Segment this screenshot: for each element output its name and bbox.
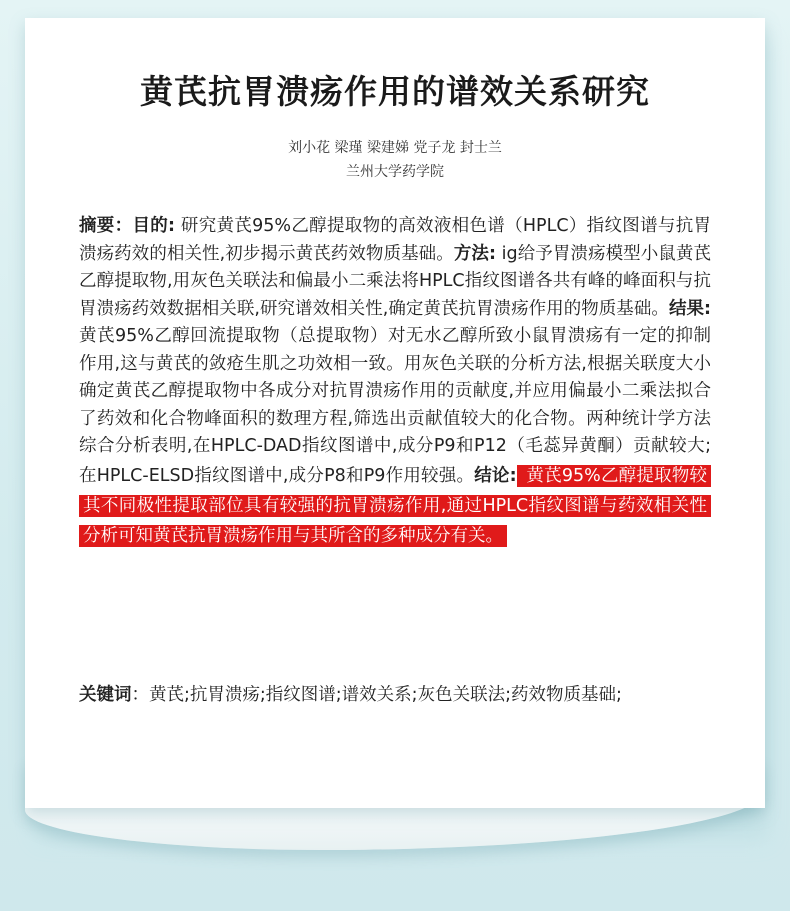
keywords-label: 关键词 [79,685,132,705]
keywords-text: 黄芪;抗胃溃疡;指纹图谱;谱效关系;灰色关联法;药效物质基础; [149,685,622,705]
keywords-line [79,682,711,710]
methods-text: ig给予胃溃疡模型小鼠黄芪乙醇提取物,用灰色关联法和偏最小二乘法将HPLC指纹图谱各共有峰的峰面积与抗胃溃疡药效数据相关联,研究谱效相关性,确定黄芪抗胃溃疡作用的物质基础。 [79,243,711,319]
abstract-label: 摘要： [79,216,133,236]
objective-text: 研究黄芪95%乙醇提取物的高效液相色谱（HPLC）指纹图谱与抗胃溃疡药效的相关性,初步揭示黄芪药效物质基础。 [79,216,712,264]
conclusion-highlight: 黄芪95%乙醇提取物较其不同极性提取部位具有较强的抗胃溃疡作用,通过HPLC指纹图谱与药效相关性分析可知黄芪抗胃溃疡作用与其所含的多种成分有关。 [79,465,711,547]
conclusion-label: 结论: [474,465,517,486]
abstract-paragraph [79,213,711,551]
objective-label: 目的: [132,216,176,236]
results-label: 结果: [668,298,712,319]
author-list: 刘小花 梁瑾 梁建娣 党子龙 封士兰 [288,140,502,156]
keywords-separator: ： [131,685,149,705]
results-text: 黄芪95%乙醇回流提取物（总提取物）对无水乙醇所致小鼠胃溃疡有一定的抑制作用,这与黄芪的敛疮生肌之功效相一致。用灰色关联的分析方法,根据关联度大小确定黄芪乙醇提取物中各成分对抗胃溃疡作用的贡献度,并应用偏最小二乘法拟合了药效和化合物峰面积的数理方程,筛选出贡献值较大的化合物。两种统计学方法综合分析表明,在HPLC-DAD指纹图谱中,成分P9和P12（毛蕊异黄酮）贡献较大;在HPLC-ELSD指纹图谱中,成分P8和P9作用较强。 [79,326,711,486]
affiliation: 兰州大学药学院 [346,164,444,180]
methods-label: 方法: [453,243,496,264]
page-title: 黄芪抗胃溃疡作用的谱效关系研究 [140,72,650,111]
